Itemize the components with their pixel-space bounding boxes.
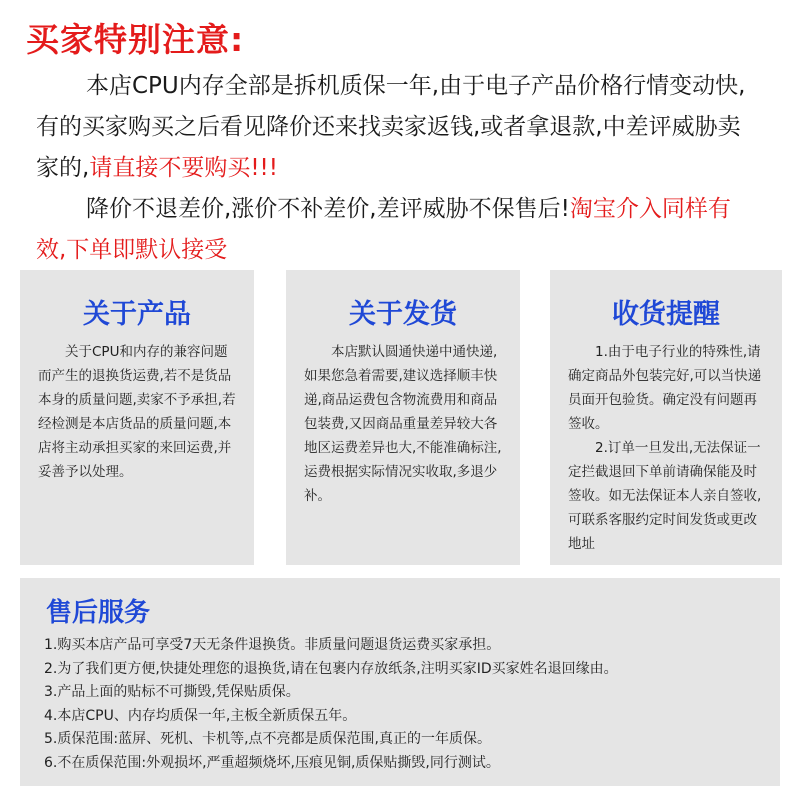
notice-body <box>36 66 756 271</box>
after-sales-list <box>44 634 764 775</box>
notice-text: 降价不退差价,涨价不补差价,差评威胁不保售后! <box>86 196 570 222</box>
notice-paragraph-2 <box>36 189 756 271</box>
card-paragraph: 1.由于电子行业的特殊性,请确定商品外包装完好,可以当快递员面开包验货。确定没有问题再签收。 <box>568 344 762 432</box>
card-receipt-reminder <box>550 270 782 565</box>
card-paragraph: 2.订单一旦发出,无法保证一定拦截退回下单前请确保能及时签收。如无法保证本人亲自签收,可联系客服约定时间发货或更改地址 <box>568 440 762 552</box>
notice-warning: 淘宝介入同样有效,下单即默认接受 <box>36 196 731 263</box>
card-title: 收货提醒 <box>612 299 720 330</box>
list-item: 4.本店CPU、内存均质保一年,主板全新质保五年。 <box>44 707 357 724</box>
list-item: 6.不在质保范围:外观损坏,严重超频烧坏,压痕见铜,质保贴撕毁,同行测试。 <box>44 754 500 771</box>
card-title: 关于发货 <box>349 299 457 330</box>
notice-paragraph-1 <box>36 66 756 189</box>
card-body <box>286 332 520 508</box>
card-body <box>20 332 254 484</box>
after-sales-section <box>20 578 780 786</box>
list-item: 1.购买本店产品可享受7天无条件退换货。非质量问题退货运费买家承担。 <box>44 637 501 653</box>
card-title: 关于产品 <box>83 299 191 330</box>
card-paragraph: 关于CPU和内存的兼容问题而产生的退换货运费,若不是货品本身的质量问题,卖家不予承担,若经检测是本店货品的质量问题,本店将主动承担买家的来回运费,并妥善予以处理。 <box>38 344 236 480</box>
card-about-shipping <box>286 270 520 565</box>
card-body <box>550 332 782 556</box>
notice-title: 买家特别注意: <box>26 20 245 59</box>
list-item: 5.质保范围:蓝屏、死机、卡机等,点不亮都是质保范围,真正的一年质保。 <box>44 731 491 747</box>
list-item: 2.为了我们更方便,快捷处理您的退换货,请在包裹内存放纸条,注明买家ID买家姓名退回缘由。 <box>44 660 618 677</box>
notice-text: 本店CPU内存全部是拆机质保一年,由于电子产品价格行情变动快,有的买家购买之后看见降价还来找卖家返钱,或者拿退款,中差评威胁卖家的, <box>36 73 746 181</box>
list-item: 3.产品上面的贴标不可撕毁,凭保贴质保。 <box>44 684 300 700</box>
notice-warning: 请直接不要购买!!! <box>89 155 278 181</box>
card-paragraph: 本店默认圆通快递中通快递,如果您急着需要,建议选择顺丰快递,商品运费包含物流费用和商品包装费,又因商品重量差异较大各地区运费差异也大,不能准确标注,运费根据实际情况实收取,多退少补。 <box>304 344 502 504</box>
card-about-product <box>20 270 254 565</box>
after-sales-title: 售后服务 <box>46 598 151 628</box>
